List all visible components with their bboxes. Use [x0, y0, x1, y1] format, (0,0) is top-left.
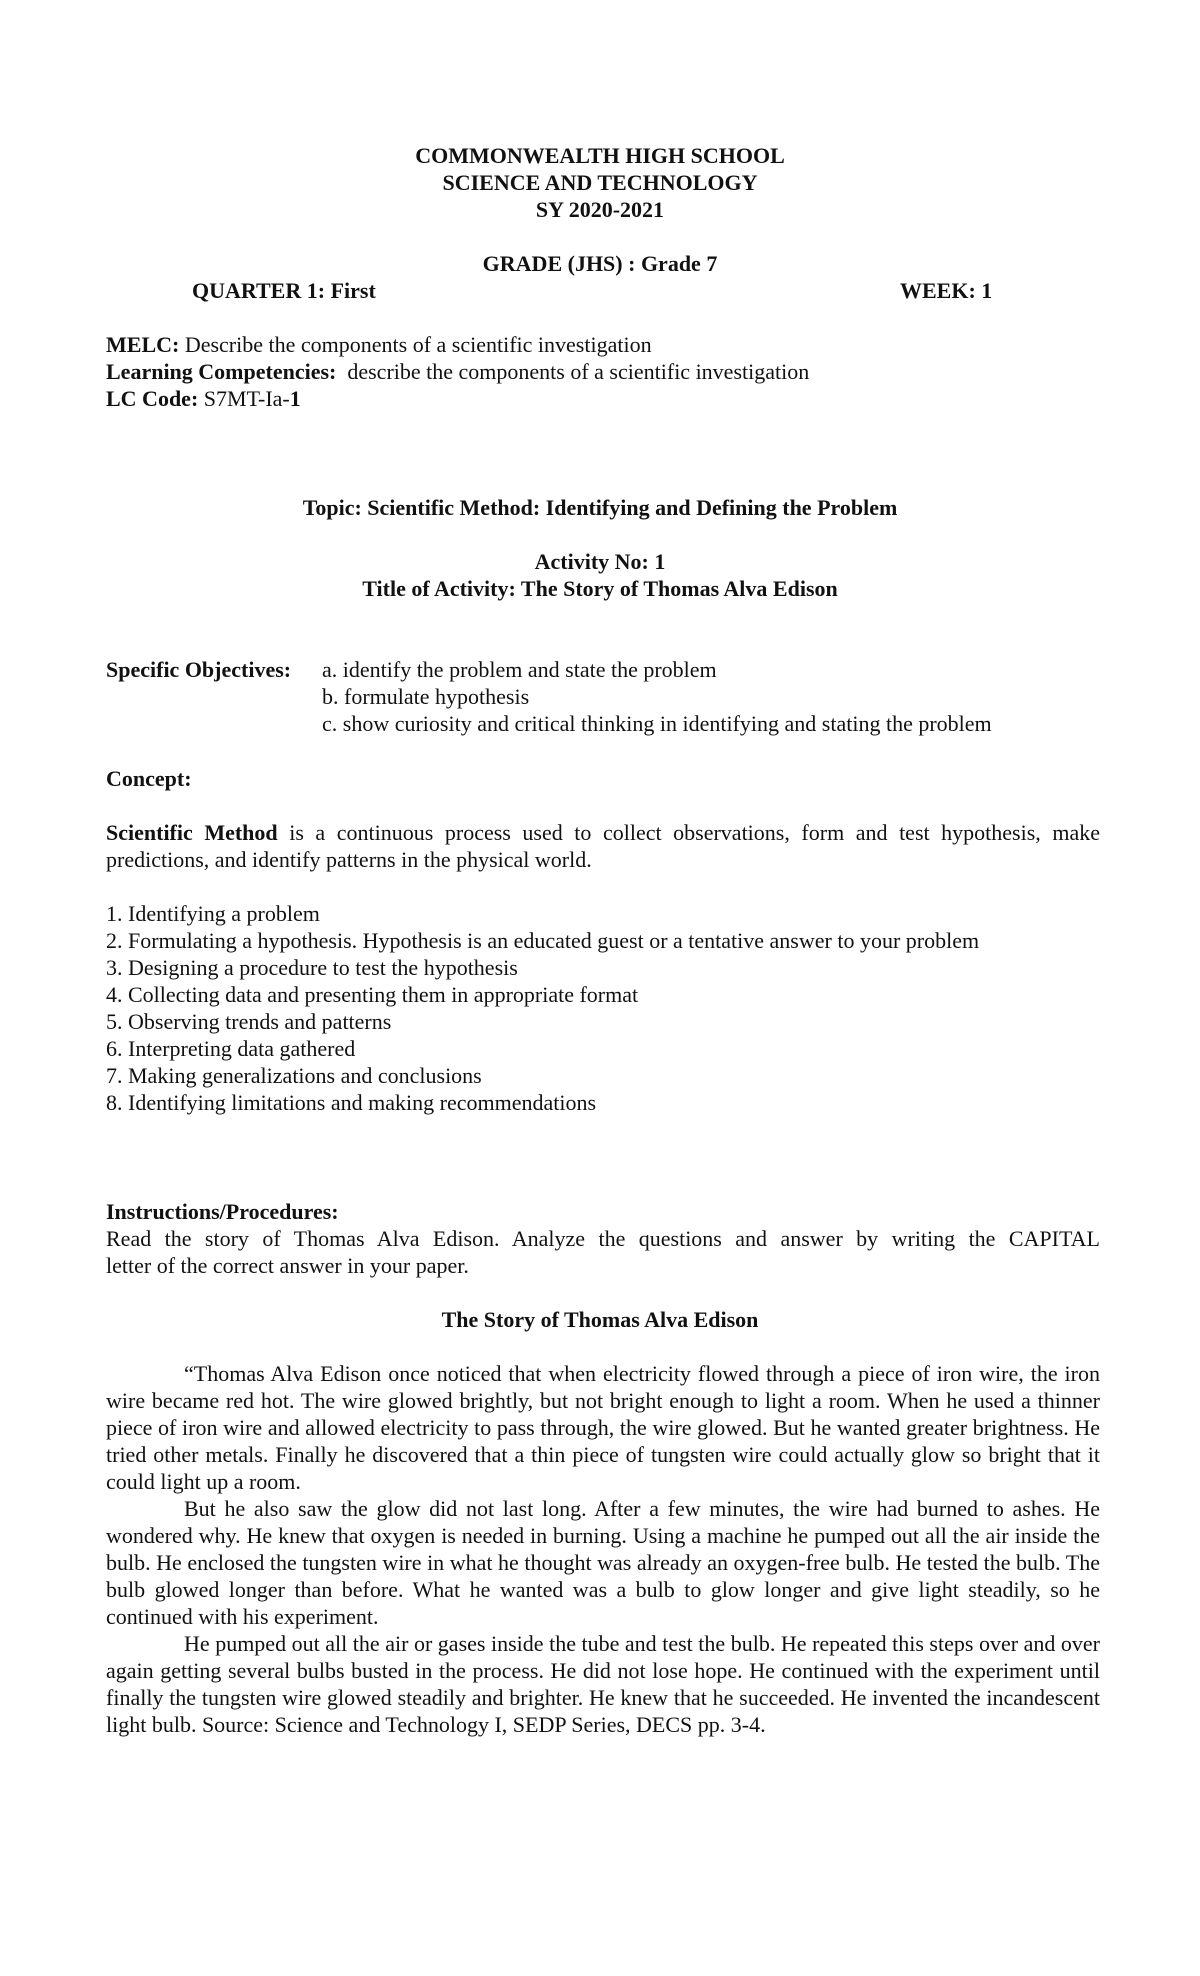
quarter-label: QUARTER 1: First	[192, 278, 376, 303]
objective-item: c. show curiosity and critical thinking in identifying and stating the problem	[322, 711, 992, 736]
story-paragraph: “Thomas Alva Edison once noticed that when electricity flowed through a piece of iron wire, the iron wire became red hot. The wire glowed brightly, but not bright enough to light a room. When he used a thinner piece of iron wire and allowed electricity to pass through, the wire glowed. But he wanted greater brightness. He tried other metals. Finally he discovered that a thin piece of tungsten wire could actually glow so bright that it could light up a room.	[106, 1361, 1100, 1494]
instructions-line2: letter of the correct answer in your paper.	[106, 1253, 469, 1278]
story-paragraph: But he also saw the glow did not last long. After a few minutes, the wire had burned to ashes. He wondered why. He knew that oxygen is needed in burning. Using a machine he pumped out all the air inside the bulb. He enclosed the tungsten wire in what he thought was already an oxygen-free bulb. He tested the bulb. The bulb glowed longer than before. What he wanted was a bulb to glow longer and give light steadily, so he continued with his experiment.	[106, 1496, 1100, 1629]
list-item: 7. Making generalizations and conclusions	[106, 1063, 482, 1088]
objective-item: a. identify the problem and state the problem	[322, 657, 717, 682]
instructions-heading: Instructions/Procedures:	[106, 1199, 339, 1224]
list-item: 6. Interpreting data gathered	[106, 1036, 356, 1061]
school-name: COMMONWEALTH HIGH SCHOOL	[415, 143, 785, 168]
concept-definition-line1: Scientific Method is a continuous process used to collect observations, form and test hypothesis, make	[106, 820, 1100, 845]
subject-title: SCIENCE AND TECHNOLOGY	[442, 170, 758, 195]
topic-heading: Topic: Scientific Method: Identifying and Defining the Problem	[302, 495, 898, 520]
list-item: 8. Identifying limitations and making recommendations	[106, 1090, 597, 1115]
list-item: 2. Formulating a hypothesis. Hypothesis is an educated guest or a tentative answer to your problem	[106, 928, 980, 953]
lc-text: describe the components of a scientific investigation	[347, 359, 810, 384]
lc-code-number: 1	[289, 386, 301, 411]
lc-code-line	[106, 385, 301, 412]
melc-text: Describe the components of a scientific investigation	[184, 332, 652, 357]
lc-label: Learning Competencies:	[106, 359, 337, 384]
learning-competencies-line	[106, 358, 809, 385]
scientific-method-steps	[106, 900, 1100, 1116]
grade-level: GRADE (JHS) : Grade 7	[482, 251, 718, 276]
lc-code-label: LC Code:	[106, 386, 199, 411]
lc-code-text: S7MT-Ia-	[203, 386, 290, 411]
activity-title: Title of Activity: The Story of Thomas Alva Edison	[362, 576, 838, 601]
melc-line	[106, 331, 652, 358]
objectives-label: Specific Objectives:	[106, 657, 292, 682]
concept-definition-line2: predictions, and identify patterns in the physical world.	[106, 847, 592, 872]
instructions-line1: Read the story of Thomas Alva Edison. Analyze the questions and answer by writing the CAPITAL	[106, 1226, 1100, 1251]
list-item: 1. Identifying a problem	[106, 901, 320, 926]
list-item: 3. Designing a procedure to test the hypothesis	[106, 955, 518, 980]
story-paragraph: He pumped out all the air or gases inside the tube and test the bulb. He repeated this steps over and over again getting several bulbs busted in the process. He did not lose hope. He continued with the experiment until finally the tungsten wire glowed steadily and brighter. He knew that he succeeded. He invented the incandescent light bulb. Source: Science and Technology I, SEDP Series, DECS pp. 3-4.	[106, 1631, 1100, 1737]
school-year: SY 2020-2021	[535, 197, 665, 222]
list-item: 4. Collecting data and presenting them in appropriate format	[106, 982, 639, 1007]
melc-label: MELC:	[106, 332, 180, 357]
activity-number: Activity No: 1	[534, 549, 666, 574]
concept-term: Scientific Method	[106, 820, 278, 845]
list-item: 5. Observing trends and patterns	[106, 1009, 392, 1034]
story-title: The Story of Thomas Alva Edison	[441, 1307, 759, 1332]
concept-heading: Concept:	[106, 766, 192, 791]
objective-item: b. formulate hypothesis	[322, 684, 530, 709]
week-label: WEEK: 1	[900, 278, 993, 303]
